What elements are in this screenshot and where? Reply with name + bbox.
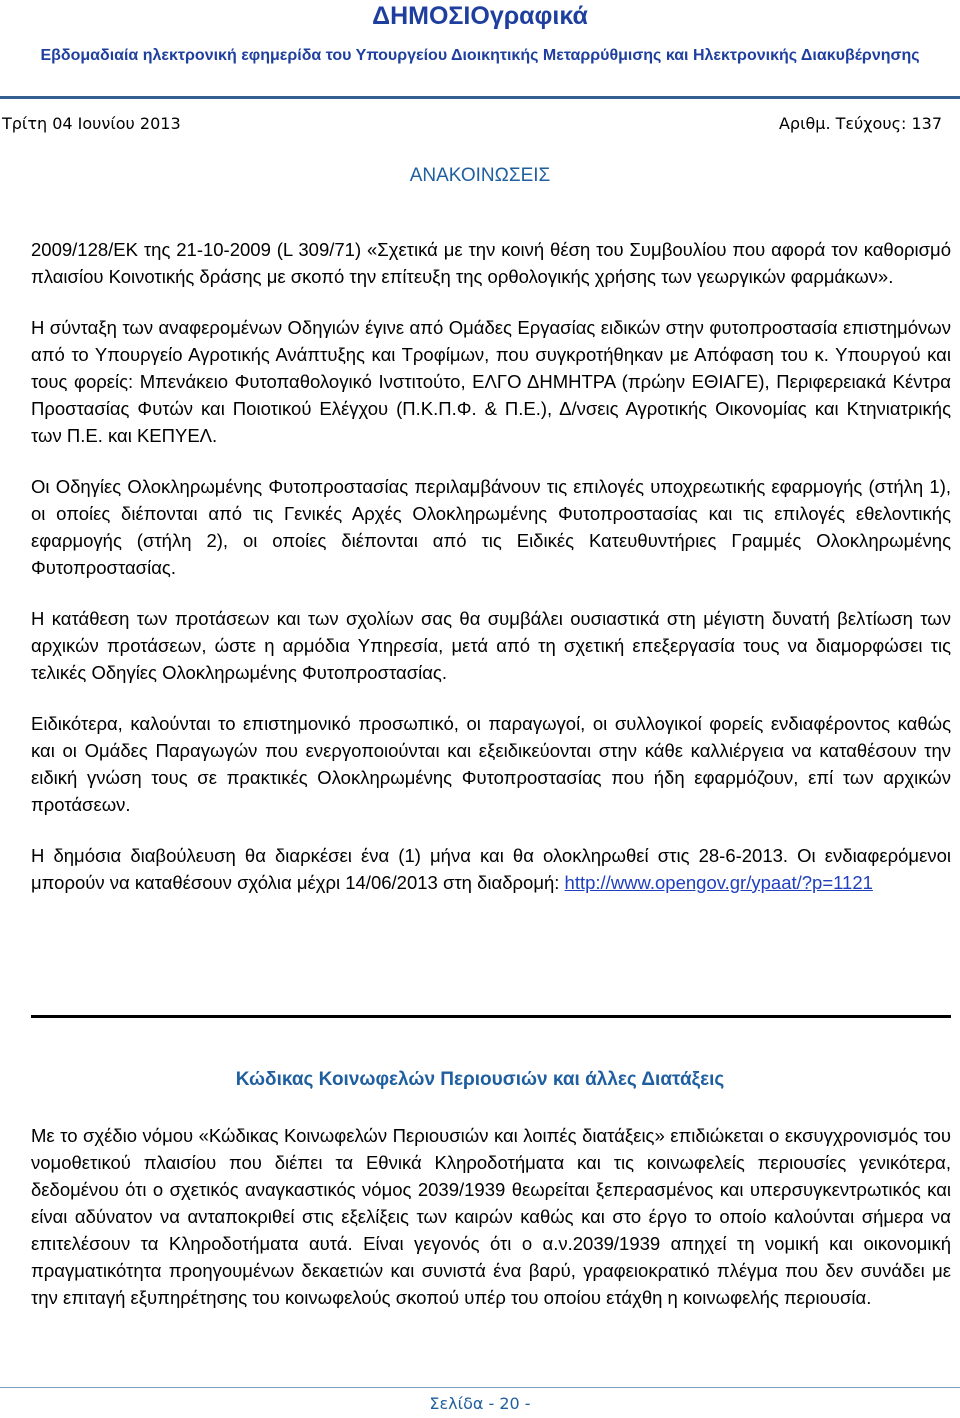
masthead-title: ΔΗΜΟΣΙΟγραφικά bbox=[372, 2, 588, 30]
masthead-subtitle: Εβδομαδιαία ηλεκτρονική εφημερίδα του Υπουργείου Διοικητικής Μεταρρύθμισης και Ηλεκτρονικής Διακυβέρνησης bbox=[40, 47, 920, 64]
section-title: ΑΝΑΚΟΙΝΩΣΕΙΣ bbox=[409, 165, 551, 186]
issue-date: Τρίτη 04 Ιουνίου 2013 bbox=[2, 114, 181, 133]
page-number: Σελίδα - 20 - bbox=[429, 1394, 531, 1413]
paragraph-working-groups: Η σύνταξη των αναφερομένων Οδηγιών έγινε από Ομάδες Εργασίας ειδικών στην φυτοπροστασία επιστημόνων από το Υπουργείο Αγροτικής Ανάπτυξης και Τροφίμων, που συγκροτήθηκαν με Απόφαση του κ. Υπουργού και τους φορείς: Μπενάκειο Φυτοπαθολογικό Ινστιτούτο, ΕΛΓΟ ΔΗΜΗΤΡΑ (πρώην ΕΘΙΑΓΕ), Περιφερειακά Κέντρα Προστασίας Φυτών και Ποιοτικού Ελέγχου (Π.Κ.Π.Φ. & Π.Ε.), Δ/νσεις Αγροτικής Οικονομίας και Κτηνιατρικής των Π.Ε. και ΚΕΠΥΕΛ. bbox=[31, 317, 951, 446]
paragraph-invitation: Ειδικότερα, καλούνται το επιστημονικό προσωπικό, οι παραγωγοί, οι συλλογικοί φορείς ενδιαφέροντος καθώς και οι Ομάδες Παραγωγών που ενεργοποιούνται και εξειδικεύονται στην κάθε καλλιέργεια να καταθέσουν την ειδική γνώση τους σε πρακτικές Ολοκληρωμένης Φυτοπροστασίας που ήδη εφαρμόζουν, επί των αρχικών προτάσεων. bbox=[31, 713, 951, 815]
article-body bbox=[31, 1122, 951, 1335]
paragraph-guidelines: Οι Οδηγίες Ολοκληρωμένης Φυτοπροστασίας περιλαμβάνουν τις επιλογές υποχρεωτικής εφαρμογής (στήλη 1), οι οποίες διέπονται από τις Γενικές Αρχές Ολοκληρωμένης Φυτοπροστασίας και τις επιλογές εθελοντικής εφαρμογής (στήλη 2), οι οποίες διέπονται από τις Ειδικές Κατευθυντήριες Γραμμές Ολοκληρωμένης Φυτοπροστασίας. bbox=[31, 476, 951, 578]
article-title: Κώδικας Κοινωφελών Περιουσιών και άλλες Διατάξεις bbox=[235, 1069, 725, 1090]
section-divider bbox=[31, 1015, 951, 1018]
consultation-text: Η δημόσια διαβούλευση θα διαρκέσει ένα (1) μήνα και θα ολοκληρωθεί στις 28-6-2013. Οι ενδιαφερόμενοι μπορούν να καταθέσουν σχόλια μέχρι 14/06/2013 στη διαδρομή: bbox=[31, 845, 951, 893]
consultation-link[interactable]: http://www.opengov.gr/ypaat/?p=1121 bbox=[564, 872, 873, 893]
header-divider bbox=[0, 96, 960, 99]
issue-number: Αριθμ. Τεύχους: 137 bbox=[778, 114, 942, 133]
announcement-body bbox=[31, 236, 951, 920]
footer-divider bbox=[0, 1387, 960, 1388]
paragraph-consultation bbox=[31, 842, 951, 896]
article-paragraph: Με το σχέδιο νόμου «Κώδικας Κοινωφελών Περιουσιών και λοιπές διατάξεις» επιδιώκεται ο εκσυγχρονισμός του νομοθετικού πλαισίου που διέπει τα Εθνικά Κληροδοτήματα και τις κοινωφελείς περιουσίες γενικότερα, δεδομένου ότι ο σχετικός αναγκαστικός νόμος 2039/1939 θεωρείται ξεπερασμένος και υπερσυγκεντρωτικός και είναι αδύνατον να ανταποκριθεί στις εξελίξεις των καιρών καθώς και στο έργο το οποίο καλούνται σήμερα να επιτελέσουν τα Κληροδοτήματα αυτά. Είναι γεγονός ότι ο α.ν.2039/1939 απηχεί τη νομική και οικονομική πραγματικότητα προηγουμένων δεκαετιών και συνιστά ένα βαρύ, γραφειοκρατικό πλέγμα που δεν συνάδει με την επιταγή εξυπηρέτησης του κοινωφελούς σκοπού υπέρ του οποίου ετάχθη η κοινωφελής περιουσία. bbox=[31, 1125, 951, 1308]
paragraph-submissions: Η κατάθεση των προτάσεων και των σχολίων σας θα συμβάλει ουσιαστικά στη μέγιστη δυνατή βελτίωση των αρχικών προτάσεων, ώστε η αρμόδια Υπηρεσία, μετά από τη σχετική επεξεργασία τους να διαμορφώσει τις τελικές Οδηγίες Ολοκληρωμένης Φυτοπροστασίας. bbox=[31, 608, 951, 683]
paragraph-directive: 2009/128/ΕΚ της 21-10-2009 (L 309/71) «Σχετικά με την κοινή θέση του Συμβουλίου που αφορά τον καθορισμό πλαισίου Κοινοτικής δράσης με σκοπό την επίτευξη της ορθολογικής χρήσης των γεωργικών φαρμάκων». bbox=[31, 239, 951, 287]
